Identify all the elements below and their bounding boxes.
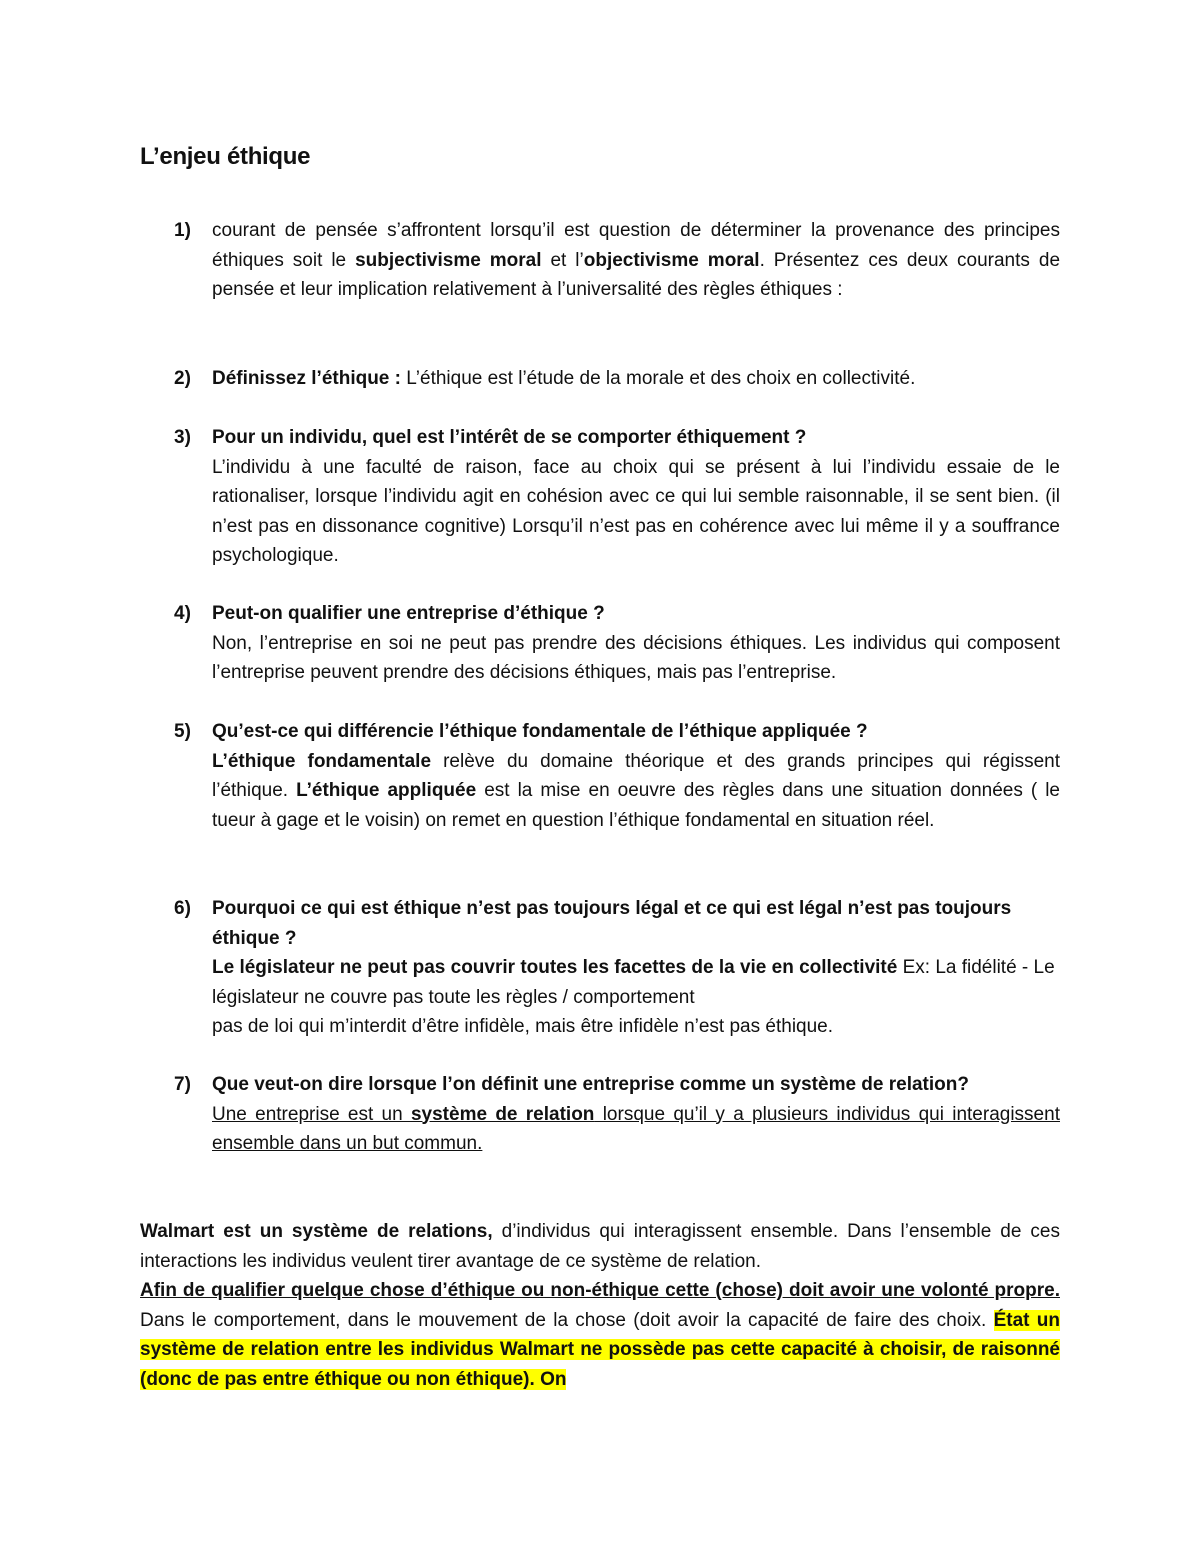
question-4 <box>140 599 1060 688</box>
answer-text: L’éthique est l’étude de la morale et des choix en collectivité. <box>400 368 916 389</box>
question-number: 3) <box>174 427 191 448</box>
question-1 <box>140 216 1060 305</box>
question-2 <box>140 364 1060 394</box>
question-6 <box>140 894 1060 1042</box>
question-text <box>212 423 1060 571</box>
bold-term: Walmart est un système de relations, <box>140 1221 493 1242</box>
question-5 <box>140 717 1060 835</box>
question-heading: Peut-on qualifier une entreprise d’éthique ? <box>212 603 605 624</box>
question-heading: Pourquoi ce qui est éthique n’est pas toujours légal et ce qui est légal n’est pas toujours éthique ? <box>212 898 1012 949</box>
answer-text: L’individu à une faculté de raison, face au choix qui se présent à lui l’individu essaie de le rationaliser, lorsque l’individu agit en cohésion avec ce qui lui semble raisonnable, il se sent bien. (il n’est pas en dissonance cognitive) Lorsqu’il n’est pas en cohérence avec lui même il y a souffrance psychologique. <box>212 456 1060 566</box>
bold-term: objectivisme moral <box>583 249 760 271</box>
answer-text: pas de loi qui m’interdit d’être infidèle, mais être infidèle n’est pas éthique. <box>212 1016 834 1037</box>
question-text <box>212 364 1060 394</box>
question-number: 4) <box>174 603 191 624</box>
bold-term: système de relation <box>410 1103 595 1125</box>
bold-term: L’éthique appliquée <box>296 780 477 801</box>
closing-paragraph: Walmart est un système de relations, d’individus qui interagissent ensemble. Dans l’ensemble de ces interactions les individus veulent tirer avantage de ce système de relation. Afin de qualifier quelque chose d’éthique ou non-éthique cette (chose) doit avoir une volonté propre. Dans le comportement, dans le mouvement de la chose (doit avoir la capacité de faire des choix. État un système de relation entre les individus Walmart ne possède pas cette capacité à choisir, de raisonné (donc de pas entre éthique ou non éthique). On <box>140 1221 1060 1390</box>
answer-text: L’éthique fondamentale relève du domaine théorique et des grands principes qui régissent l’éthique. L’éthique appliquée est la mise en oeuvre des règles dans une situation données ( le tueur à gage et le voisin) on remet en question l’éthique fondamental en situation réel. <box>212 750 1060 831</box>
highlighted-text: État un système de relation entre les individus Walmart ne possède pas cette capacité à choisir, de raisonné (donc de pas entre éthique ou non éthique). On <box>140 1309 1060 1390</box>
question-text <box>212 894 1060 1042</box>
question-text <box>212 599 1060 688</box>
question-text: courant de pensée s’affrontent lorsqu’il est question de déterminer la provenance des principes éthiques soit le subjectivisme moral et l’objectivisme moral. Présentez ces deux courants de pensée et leur implication relativement à l’universalité des règles éthiques : <box>212 220 1061 300</box>
question-heading: Pour un individu, quel est l’intérêt de se comporter éthiquement ? <box>212 427 807 448</box>
answer-text: Non, l’entreprise en soi ne peut pas prendre des décisions éthiques. Les individus qui composent l’entreprise peuvent prendre des décisions éthiques, mais pas l’entreprise. <box>212 632 1060 683</box>
question-heading: Qu’est-ce qui différencie l’éthique fondamentale de l’éthique appliquée ? <box>212 721 868 742</box>
question-number: 6) <box>174 898 191 919</box>
question-3 <box>140 423 1060 571</box>
question-heading: Que veut-on dire lorsque l’on définit une entreprise comme un système de relation? <box>212 1074 969 1095</box>
question-number: 7) <box>174 1074 191 1095</box>
question-text <box>212 717 1060 835</box>
bold-term: Le législateur ne peut pas couvrir toutes les facettes de la vie en collectivité <box>212 957 898 978</box>
answer-text: Le législateur ne peut pas couvrir toutes les facettes de la vie en collectivité Ex: La fidélité - Le législateur ne couvre pas toute les règles / comportement <box>212 957 1055 1008</box>
question-text <box>212 1070 1060 1159</box>
question-number: 2) <box>174 368 191 389</box>
underlined-statement: Afin de qualifier quelque chose d’éthique ou non-éthique cette (chose) doit avoir une volonté propre. <box>140 1280 1060 1301</box>
bold-term: L’éthique fondamentale <box>212 750 432 772</box>
question-7 <box>140 1070 1060 1159</box>
bold-term: subjectivisme moral <box>355 249 542 271</box>
page-title: L’enjeu éthique <box>140 143 311 170</box>
question-number: 5) <box>174 721 191 742</box>
question-heading: Définissez l’éthique : <box>212 368 401 389</box>
question-number: 1) <box>174 220 191 241</box>
answer-text: Une entreprise est un système de relation lorsque qu’il y a plusieurs individus qui interagissent ensemble dans un but commun. <box>212 1103 1060 1154</box>
